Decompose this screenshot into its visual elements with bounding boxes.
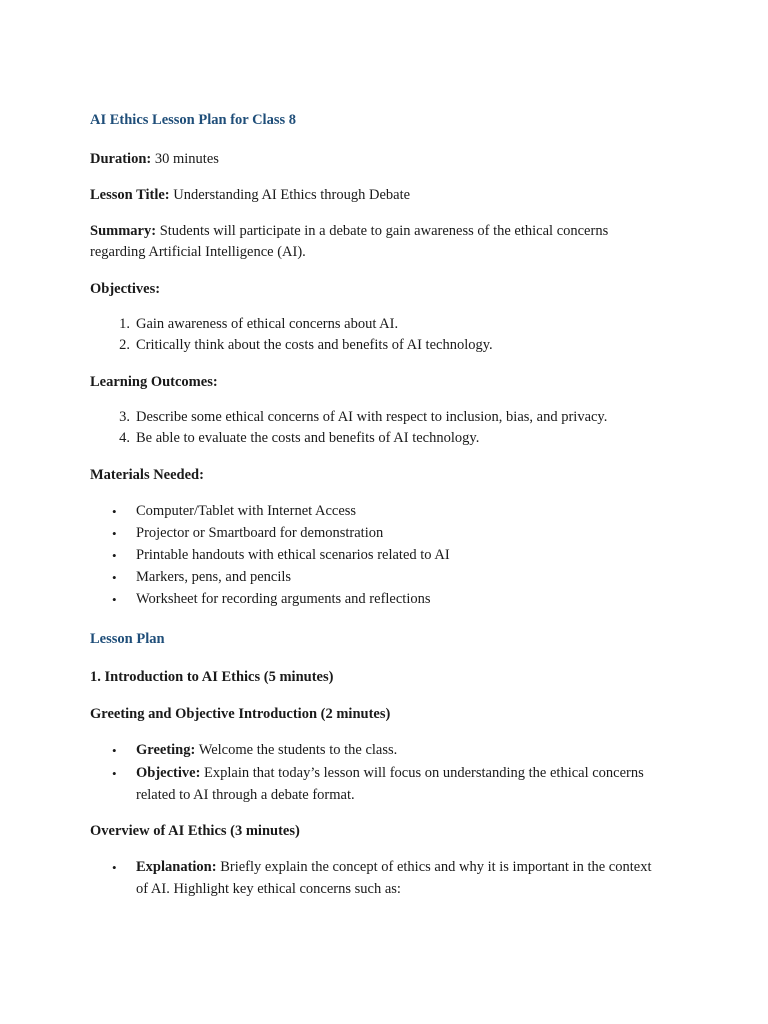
summary-label: Summary: xyxy=(90,223,157,239)
objective-item: Critically think about the costs and benefits of AI technology. xyxy=(136,337,493,353)
greeting-subheading: Greeting and Objective Introduction (2 minutes) xyxy=(90,706,391,722)
material-item: Markers, pens, and pencils xyxy=(136,569,292,585)
lesson-title-value: Understanding AI Ethics through Debate xyxy=(169,187,411,203)
bullet-icon: • xyxy=(112,766,117,781)
duration-line xyxy=(90,149,690,170)
objective-line-1 xyxy=(136,763,696,785)
objectives-heading: Objectives: xyxy=(90,281,161,297)
summary-paragraph xyxy=(90,221,690,263)
learning-outcomes-heading: Learning Outcomes: xyxy=(90,374,218,390)
duration-value: 30 minutes xyxy=(151,151,219,167)
bullet-icon: • xyxy=(112,570,117,585)
lesson-title-label: Lesson Title: xyxy=(90,187,170,203)
lesson-plan-heading: Lesson Plan xyxy=(90,631,165,647)
material-item: Projector or Smartboard for demonstration xyxy=(136,525,384,541)
bullet-icon: • xyxy=(112,504,117,519)
materials-heading: Materials Needed: xyxy=(90,467,204,483)
summary-line-1 xyxy=(90,221,690,242)
outcome-item: Be able to evaluate the costs and benefits of AI technology. xyxy=(136,430,480,446)
explanation-line-2: of AI. Highlight key ethical concerns such as: xyxy=(136,880,401,897)
objective-item: Gain awareness of ethical concerns about AI. xyxy=(136,316,399,332)
explanation-item xyxy=(136,857,696,900)
bullet-icon: • xyxy=(112,548,117,563)
bullet-icon: • xyxy=(112,743,117,758)
explanation-text-1: Briefly explain the concept of ethics and why it is important in the context xyxy=(216,859,652,875)
objective-label: Objective: xyxy=(136,765,201,781)
outcome-number: 4. xyxy=(119,430,130,446)
bullet-icon: • xyxy=(112,860,117,875)
bullet-icon: • xyxy=(112,592,117,607)
objective-number: 1. xyxy=(119,316,130,332)
duration-label: Duration: xyxy=(90,151,152,167)
objective-text-1: Explain that today’s lesson will focus on understanding the ethical concerns xyxy=(200,765,644,781)
greeting-label: Greeting: xyxy=(136,742,196,758)
objective-line-2: related to AI through a debate format. xyxy=(136,786,355,803)
bullet-icon: • xyxy=(112,526,117,541)
section-1-heading: 1. Introduction to AI Ethics (5 minutes) xyxy=(90,669,334,685)
overview-subheading: Overview of AI Ethics (3 minutes) xyxy=(90,823,300,839)
explanation-label: Explanation: xyxy=(136,859,217,875)
document-title: AI Ethics Lesson Plan for Class 8 xyxy=(90,112,296,128)
summary-line-2: regarding Artificial Intelligence (AI). xyxy=(90,244,306,260)
material-item: Computer/Tablet with Internet Access xyxy=(136,503,357,519)
summary-text-1: Students will participate in a debate to gain awareness of the ethical concerns xyxy=(156,223,609,239)
objective-bullet-item xyxy=(136,763,696,806)
material-item: Printable handouts with ethical scenarios related to AI xyxy=(136,547,450,563)
lesson-title-line xyxy=(90,185,690,206)
explanation-line-1 xyxy=(136,857,696,879)
material-item: Worksheet for recording arguments and reflections xyxy=(136,591,431,607)
objective-number: 2. xyxy=(119,337,130,353)
outcome-number: 3. xyxy=(119,409,130,425)
greeting-item xyxy=(136,740,696,762)
outcome-item: Describe some ethical concerns of AI with respect to inclusion, bias, and privacy. xyxy=(136,409,608,425)
greeting-text: Welcome the students to the class. xyxy=(195,742,398,758)
